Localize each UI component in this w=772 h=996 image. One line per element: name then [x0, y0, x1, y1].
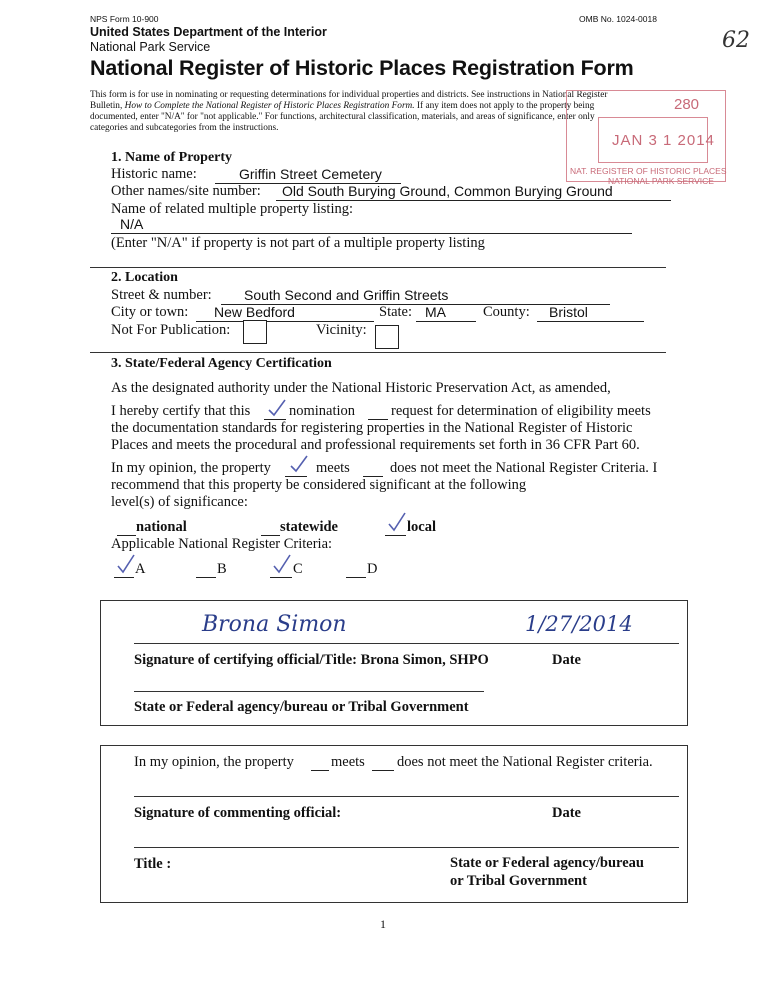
criterion-b-blank[interactable] — [196, 561, 216, 578]
intro-line-2: Bulletin, How to Complete the National Register of Historic Places Registration Form. If any item does not apply to the property being — [90, 101, 595, 111]
certifying-official-label: Signature of certifying official/Title: Brona Simon, SHPO — [134, 652, 489, 668]
meets-label: meets — [316, 460, 350, 476]
nomination-label: nomination — [289, 403, 356, 419]
request-blank[interactable] — [368, 403, 388, 420]
comment-date-label: Date — [552, 805, 581, 821]
checkmark-icon — [271, 553, 293, 575]
state-value: MA — [425, 304, 446, 320]
not-for-publication-label: Not For Publication: — [111, 322, 231, 338]
city-value: New Bedford — [214, 304, 295, 320]
criterion-d-blank[interactable] — [346, 561, 366, 578]
authority-statement: As the designated authority under the National Historic Preservation Act, as amended, — [111, 380, 611, 396]
handwritten-page-mark: 62 — [722, 28, 750, 53]
commenting-official-label: Signature of commenting official: — [134, 805, 342, 821]
county-label: County: — [483, 304, 530, 320]
checkmark-icon — [115, 553, 137, 575]
omb-number: OMB No. 1024-0018 — [579, 14, 657, 24]
cert-agency-label: State or Federal agency/bureau or Tribal Government — [134, 699, 469, 715]
form-title: National Register of Historic Places Registration Form — [90, 56, 634, 80]
multiple-listing-label: Name of related multiple property listing: — [111, 201, 354, 217]
stamp-register-text: NAT. REGISTER OF HISTORIC PLACES — [570, 166, 727, 176]
criteria-label: Applicable National Register Criteria: — [111, 536, 333, 552]
signature-line — [134, 643, 679, 644]
multiple-listing-field[interactable] — [111, 216, 632, 234]
vicinity-checkbox[interactable] — [375, 325, 399, 349]
street-label: Street & number: — [111, 287, 212, 303]
does-not-meet-blank[interactable] — [363, 460, 383, 477]
comment-agency-line-2: or Tribal Government — [450, 873, 587, 889]
comment-does-not-meet-text: does not meet the National Register criteria. — [397, 754, 653, 770]
form-number: NPS Form 10-900 — [90, 14, 159, 24]
stamp-nps-text: NATIONAL PARK SERVICE — [608, 176, 714, 186]
comment-title-label: Title : — [134, 856, 172, 872]
other-names-value: Old South Burying Ground, Common Burying Ground — [282, 183, 613, 199]
checkmark-icon — [266, 398, 288, 418]
comment-does-not-meet-blank[interactable] — [372, 754, 394, 771]
vicinity-label: Vicinity: — [316, 322, 367, 338]
agency-line — [134, 691, 484, 692]
section-3-heading: 3. State/Federal Agency Certification — [111, 356, 332, 371]
national-blank[interactable] — [117, 519, 136, 536]
does-not-meet-text: does not meet the National Register Criteria. I — [390, 460, 658, 476]
stamp-number: 280 — [674, 96, 700, 113]
county-value: Bristol — [549, 304, 588, 320]
criterion-a: A — [135, 561, 146, 577]
comment-agency-line-1: State or Federal agency/bureau — [450, 855, 644, 871]
comment-signature-line — [134, 796, 679, 797]
intro-line-4: categories and subcategories from the instructions. — [90, 123, 279, 133]
comment-meets-blank[interactable] — [311, 754, 329, 771]
comment-meets-label: meets — [331, 754, 365, 770]
level-local: local — [407, 519, 436, 535]
title-line — [134, 847, 679, 848]
level-national: national — [136, 519, 187, 535]
handwritten-date: 1/27/2014 — [525, 612, 633, 636]
comment-opinion-text: In my opinion, the property — [134, 754, 294, 770]
opinion-line-3: level(s) of significance: — [111, 494, 248, 510]
statewide-blank[interactable] — [261, 519, 280, 536]
checkmark-icon — [386, 511, 408, 533]
checkmark-icon — [288, 454, 310, 474]
criterion-d: D — [367, 561, 378, 577]
opinion-text: In my opinion, the property — [111, 460, 271, 476]
cert-date-label: Date — [552, 652, 581, 668]
street-value: South Second and Griffin Streets — [244, 287, 449, 303]
certify-line-3: Places and meets the procedural and professional requirements set forth in 36 CFR Part 60. — [111, 437, 640, 453]
department-name: United States Department of the Interior — [90, 25, 327, 39]
opinion-line-2: recommend that this property be considered significant at the following — [111, 477, 527, 493]
historic-name-value: Griffin Street Cemetery — [239, 166, 382, 182]
section-2-heading: 2. Location — [111, 270, 178, 285]
criterion-b: B — [217, 561, 227, 577]
not-for-publication-checkbox[interactable] — [243, 320, 267, 344]
intro-line-3: documented, enter "N/A" for "not applicable." For functions, architectural classification, materials, and areas of significance, enter only — [90, 112, 595, 122]
state-label: State: — [379, 304, 413, 320]
multiple-listing-value: N/A — [120, 216, 144, 232]
historic-name-label: Historic name: — [111, 166, 197, 182]
divider — [90, 352, 666, 353]
city-label: City or town: — [111, 304, 189, 320]
certify-text: I hereby certify that this — [111, 403, 251, 419]
criterion-c: C — [293, 561, 303, 577]
page-number: 1 — [380, 917, 386, 931]
divider — [90, 267, 666, 268]
intro-line-1: This form is for use in nominating or requesting determinations for individual properties and districts. See instructions in National Register — [90, 90, 608, 100]
multiple-listing-note: (Enter "N/A" if property is not part of a multiple property listing — [111, 235, 485, 251]
level-statewide: statewide — [280, 519, 338, 535]
handwritten-signature: Brona Simon — [202, 612, 347, 637]
certify-line-2: the documentation standards for registering properties in the National Register of Historic — [111, 420, 633, 436]
stamp-date: JAN 3 1 2014 — [612, 132, 715, 149]
other-names-label: Other names/site number: — [111, 183, 261, 199]
section-1-heading: 1. Name of Property — [111, 150, 233, 165]
service-name: National Park Service — [90, 40, 211, 54]
request-text: request for determination of eligibility meets — [391, 403, 651, 419]
